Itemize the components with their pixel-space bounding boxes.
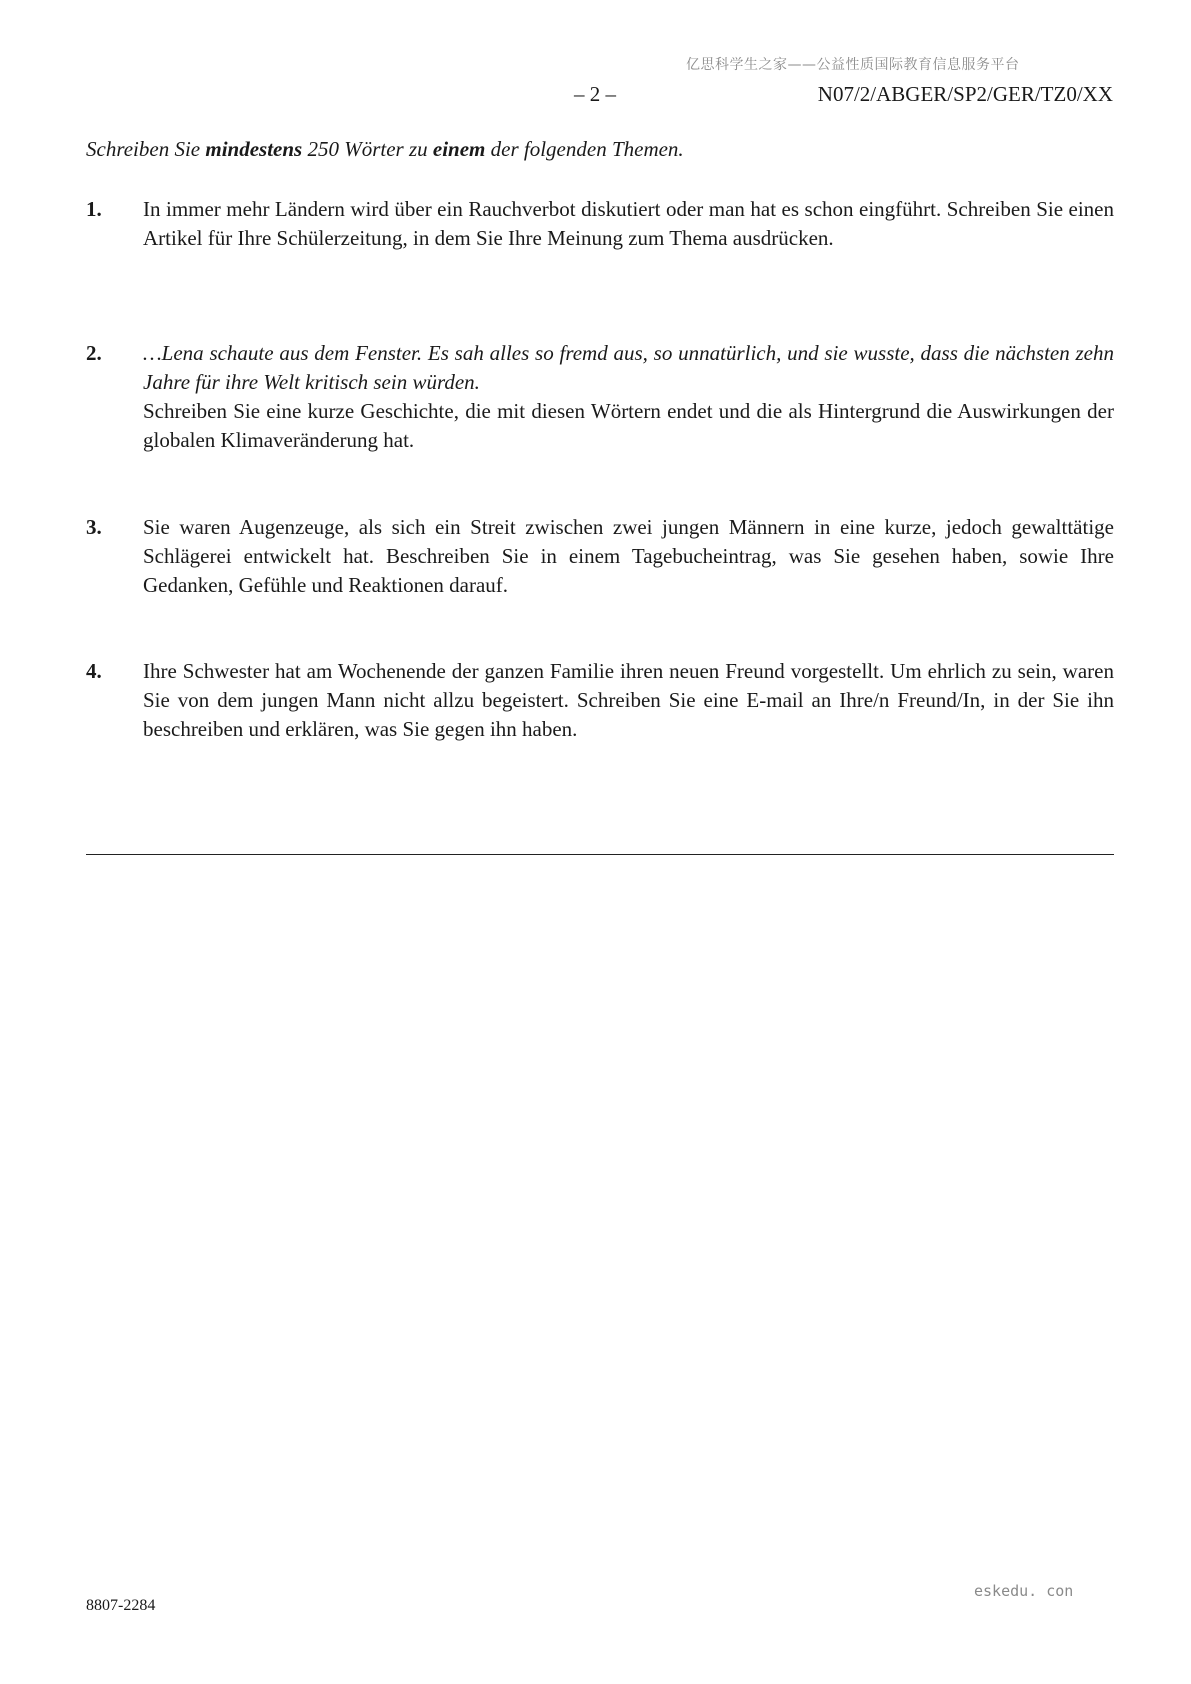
question-quote: …Lena schaute aus dem Fenster. Es sah alles so fremd aus, so unnatürlich, und sie wusste, dass die nächsten zehn Jahre für ihre Welt kritisch sein würden. bbox=[143, 341, 1114, 394]
question-text: Ihre Schwester hat am Wochenende der ganzen Familie ihren neuen Freund vorgestellt. Um ehrlich zu sein, waren Sie von dem jungen Mann nicht allzu begeistert. Schreiben Sie eine E-mail an Ihre/n Freund/In, in der Sie ihn beschreiben und erklären, was Sie gegen ihn haben. bbox=[143, 659, 1114, 741]
instruction-text-1: Schreiben Sie bbox=[86, 137, 206, 161]
instruction-text-3: der folgenden Themen. bbox=[485, 137, 684, 161]
question-number: 4. bbox=[86, 659, 102, 683]
instruction-text-2: 250 Wörter zu bbox=[302, 137, 433, 161]
question-text: Schreiben Sie eine kurze Geschichte, die mit diesen Wörtern endet und die als Hintergrund die Auswirkungen der globalen Klimaveränderung hat. bbox=[143, 399, 1114, 452]
question-body bbox=[143, 195, 1114, 253]
page-number: – 2 – bbox=[574, 82, 616, 106]
question-1 bbox=[86, 195, 1114, 253]
instruction-bold-one: einem bbox=[432, 137, 486, 161]
instruction-bold-minimum: mindestens bbox=[205, 137, 303, 161]
watermark-footer: eskedu. con bbox=[974, 1582, 1074, 1600]
question-body bbox=[143, 513, 1114, 600]
horizontal-divider bbox=[86, 854, 1114, 855]
question-4 bbox=[86, 657, 1114, 744]
question-number: 1. bbox=[86, 197, 102, 221]
document-code: N07/2/ABGER/SP2/GER/TZ0/XX bbox=[817, 82, 1113, 106]
question-text: In immer mehr Ländern wird über ein Rauchverbot diskutiert oder man hat es schon eingführt. Schreiben Sie einen Artikel für Ihre Schülerzeitung, in dem Sie Ihre Meinung zum Thema ausdrücken. bbox=[143, 197, 1114, 250]
question-2 bbox=[86, 339, 1114, 455]
watermark-header: 亿思科学生之家——公益性质国际教育信息服务平台 bbox=[686, 57, 1020, 73]
question-3 bbox=[86, 513, 1114, 600]
question-number: 3. bbox=[86, 515, 102, 539]
footer-code: 8807-2284 bbox=[86, 1597, 156, 1614]
question-text: Sie waren Augenzeuge, als sich ein Streit zwischen zwei jungen Männern in eine kurze, jedoch gewalttätige Schlägerei entwickelt hat. Beschreiben Sie in einem Tagebucheintrag, was Sie gesehen haben, sowie Ihre Gedanken, Gefühle und Reaktionen darauf. bbox=[143, 515, 1114, 597]
question-body bbox=[143, 339, 1114, 455]
question-number: 2. bbox=[86, 341, 102, 365]
question-body bbox=[143, 657, 1114, 744]
instruction-line bbox=[86, 137, 684, 162]
